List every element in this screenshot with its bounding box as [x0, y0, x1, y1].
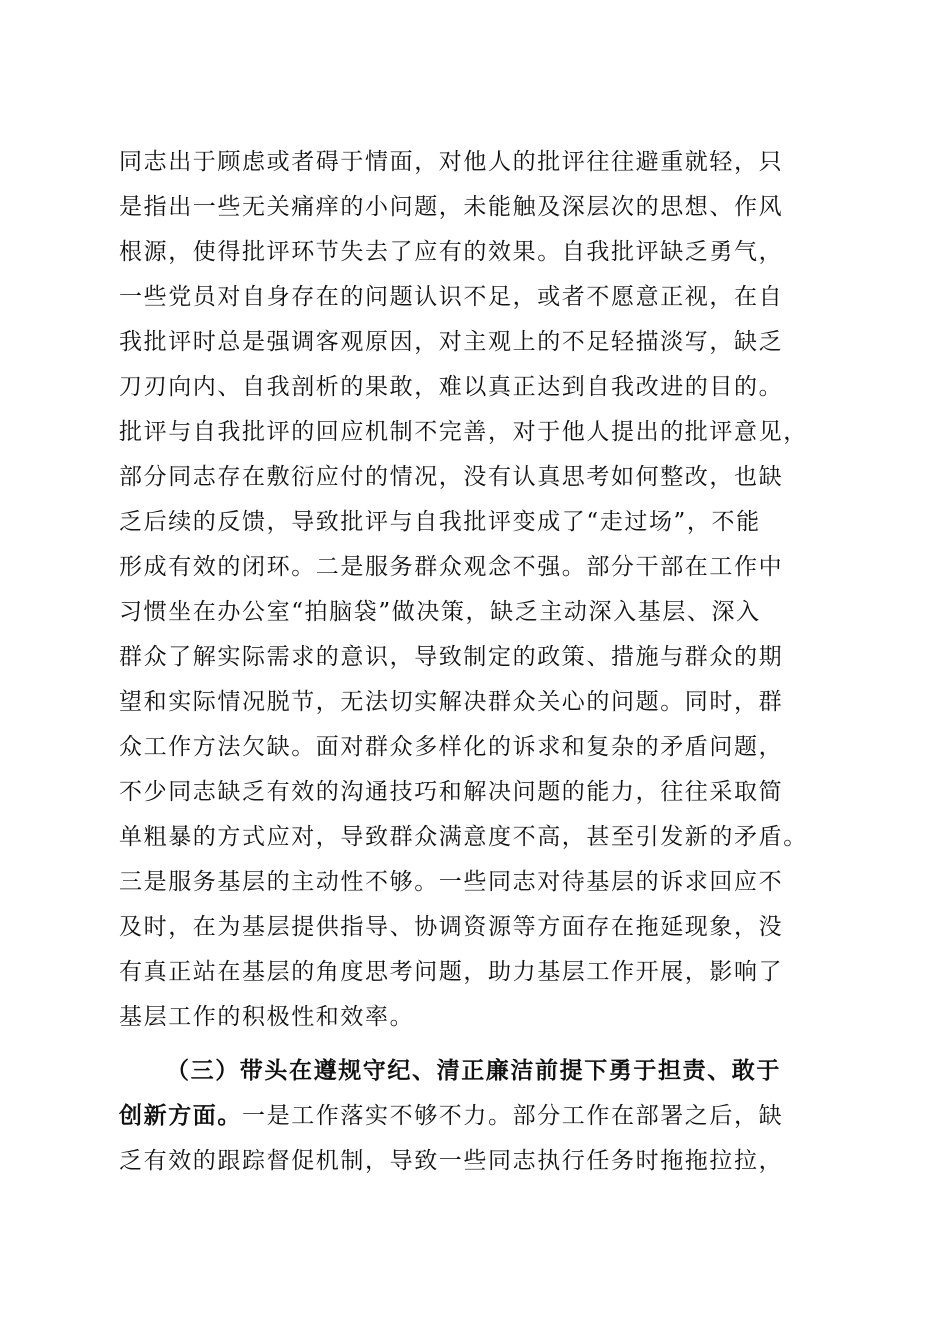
section-text: 一是工作落实不够不力。部分工作在部署之后，缺	[242, 1103, 784, 1129]
text-line: 习惯坐在办公室“拍脑袋”做决策，缺乏主动深入基层、深入	[119, 599, 761, 625]
text-line: 乏后续的反馈，导致批评与自我批评变成了“走过场”，不能	[119, 509, 761, 535]
text-line: 同志出于顾虑或者碍于情面，对他人的批评往往避重就轻，只	[119, 149, 784, 175]
text-line: 群众了解实际需求的意识，导致制定的政策、措施与群众的期	[119, 644, 784, 670]
section-heading-tail: 创新方面。	[119, 1102, 242, 1129]
text-line: 乏有效的跟踪督促机制，导致一些同志执行任务时拖拖拉拉，	[119, 1148, 784, 1174]
section-heading: （三）带头在遵规守纪、清正廉洁前提下勇于担责、敢于	[166, 1057, 781, 1084]
text-line: 众工作方法欠缺。面对群众多样化的诉求和复杂的矛盾问题，	[119, 734, 784, 760]
text-line: 批评与自我批评的回应机制不完善，对于他人提出的批评意见，	[119, 419, 808, 445]
text-line: 一些党员对自身存在的问题认识不足，或者不愿意正视，在自	[119, 284, 784, 310]
text-line: 基层工作的积极性和效率。	[119, 1004, 415, 1030]
text-line: 根源，使得批评环节失去了应有的效果。自我批评缺乏勇气，	[119, 239, 784, 265]
text-line: 不少同志缺乏有效的沟通技巧和解决问题的能力，往往采取简	[119, 779, 784, 805]
text-line: 刀刃向内、自我剖析的果敢，难以真正达到自我改进的目的。	[119, 374, 784, 400]
text-line: 我批评时总是强调客观原因，对主观上的不足轻描淡写，缺乏	[119, 329, 784, 355]
text-line: 是指出一些无关痛痒的小问题，未能触及深层次的思想、作风	[119, 194, 784, 220]
text-line: 单粗暴的方式应对，导致群众满意度不高，甚至引发新的矛盾。	[119, 824, 808, 850]
text-line: 三是服务基层的主动性不够。一些同志对待基层的诉求回应不	[119, 869, 784, 895]
section-heading-continued	[119, 1101, 849, 1131]
text-line: 部分同志存在敷衍应付的情况，没有认真思考如何整改，也缺	[119, 464, 784, 490]
text-line: 望和实际情况脱节，无法切实解决群众关心的问题。同时，群	[119, 689, 784, 715]
text-line: 有真正站在基层的角度思考问题，助力基层工作开展，影响了	[119, 959, 784, 985]
text-line: 形成有效的闭环。二是服务群众观念不强。部分干部在工作中	[119, 554, 784, 580]
text-line: 及时，在为基层提供指导、协调资源等方面存在拖延现象，没	[119, 914, 784, 940]
